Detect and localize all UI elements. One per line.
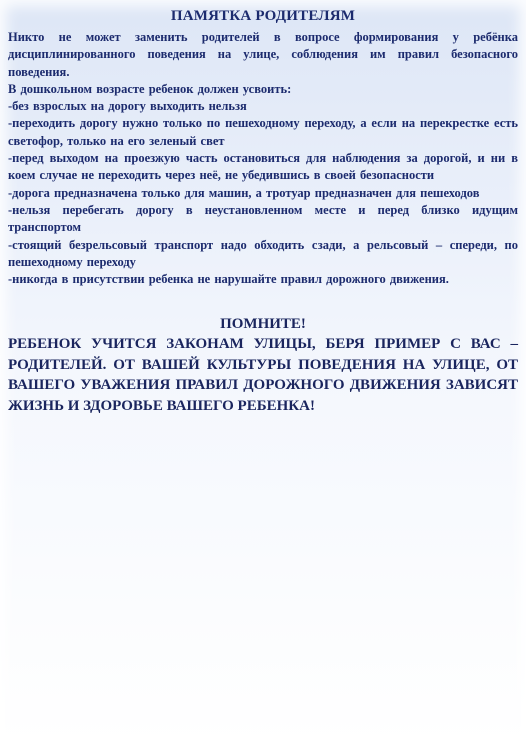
remember-text: РЕБЕНОК УЧИТСЯ ЗАКОНАМ УЛИЦЫ, БЕРЯ ПРИМЕР С ВАС – РОДИТЕЛЕЙ. ОТ ВАШЕЙ КУЛЬТУРЫ ПОВЕДЕНИЯ НА УЛИЦЕ, ОТ ВАШЕГО УВАЖЕНИЯ ПРАВИЛ ДОРОЖНОГО ДВИЖЕНИЯ ЗАВИСЯТ ЖИЗНЬ И ЗДОРОВЬЕ ВАШЕГО РЕБЕНКА! xyxy=(8,336,518,414)
rule-item: -перед выходом на проезжую часть остановиться для наблюдения за дорогой, и ни в коем случае не переходить через неё, не убедившись в своей безопасности xyxy=(8,151,518,183)
rule-item: -стоящий безрельсовый транспорт надо обходить сзади, а рельсовый – спереди, по пешеходному переходу xyxy=(8,237,518,269)
rule-item: -без взрослых на дорогу выходить нельзя xyxy=(8,99,247,114)
rule-item: -переходить дорогу нужно только по пешеходному переходу, а если на перекрестке есть светофор, только на его зеленый свет xyxy=(8,116,518,148)
rule-item: -никогда в присутствии ребенка не нарушайте правил дорожного движения. xyxy=(8,272,449,287)
section-spacer xyxy=(8,288,518,314)
preschool-lead: В дошкольном возрасте ребенок должен усвоить: xyxy=(8,81,292,96)
bottom-glow xyxy=(0,706,526,746)
rule-item: -нельзя перебегать дорогу в неустановленном месте и перед близко идущим транспортом xyxy=(8,202,518,235)
intro-paragraph: Никто не может заменить родителей в вопросе формирования у ребёнка дисциплинированного поведения на улице, соблюдения им правил безопасного поведения. xyxy=(8,30,518,79)
remember-title: ПОМНИТЕ! xyxy=(220,316,306,333)
memo-sheet xyxy=(8,6,518,416)
rule-item: -дорога предназначена только для машин, а тротуар предназначен для пешеходов xyxy=(8,185,480,200)
memo-title: ПАМЯТКА РОДИТЕЛЯМ xyxy=(170,8,356,24)
